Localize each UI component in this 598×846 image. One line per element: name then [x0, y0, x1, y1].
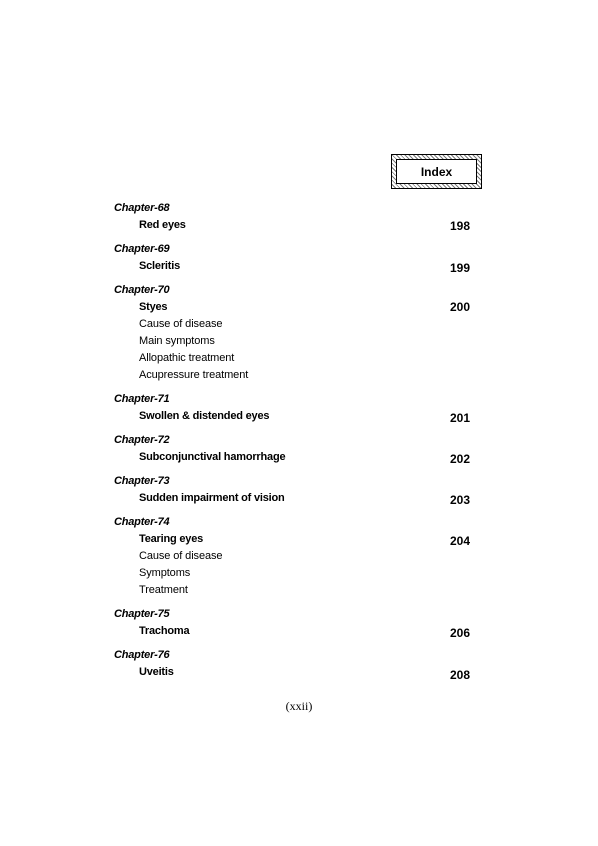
entry-title: Trachoma: [139, 625, 190, 637]
entry-page-number: 203: [449, 493, 470, 507]
subentry: Main symptoms: [139, 335, 215, 347]
chapter-label: Chapter-69: [114, 243, 170, 255]
entry-title: Sudden impairment of vision: [139, 492, 285, 504]
entry-title: Red eyes: [139, 219, 186, 231]
subentry: Treatment: [139, 584, 188, 596]
page-folio: (xxii): [285, 699, 313, 713]
entry-page-number: 206: [449, 626, 470, 640]
subentry: Cause of disease: [139, 318, 223, 330]
subentry: Acupressure treatment: [139, 369, 249, 381]
chapter-label: Chapter-74: [114, 516, 170, 528]
index-header-box: [391, 154, 482, 189]
entry-page-number: 201: [449, 411, 470, 425]
chapter-label: Chapter-71: [114, 393, 170, 405]
chapter-label: Chapter-70: [114, 284, 170, 296]
chapter-label: Chapter-75: [114, 608, 170, 620]
entry-title: Swollen & distended eyes: [139, 410, 270, 422]
entry-page-number: 200: [449, 300, 470, 314]
entry-page-number: 204: [449, 534, 470, 548]
chapter-label: Chapter-68: [114, 202, 170, 214]
index-header-label: Index: [396, 159, 477, 184]
chapter-label: Chapter-72: [114, 434, 170, 446]
entry-title: Styes: [139, 301, 168, 313]
entry-title: Uveitis: [139, 666, 174, 678]
entry-title: Tearing eyes: [139, 533, 204, 545]
chapter-label: Chapter-76: [114, 649, 170, 661]
entry-title: Subconjunctival hamorrhage: [139, 451, 286, 463]
entry-page-number: 202: [449, 452, 470, 466]
entry-page-number: 199: [449, 261, 470, 275]
chapter-label: Chapter-73: [114, 475, 170, 487]
entry-title: Scleritis: [139, 260, 181, 272]
subentry: Allopathic treatment: [139, 352, 235, 364]
subentry: Cause of disease: [139, 550, 223, 562]
entry-page-number: 208: [449, 668, 470, 682]
entry-page-number: 198: [449, 219, 470, 233]
subentry: Symptoms: [139, 567, 191, 579]
